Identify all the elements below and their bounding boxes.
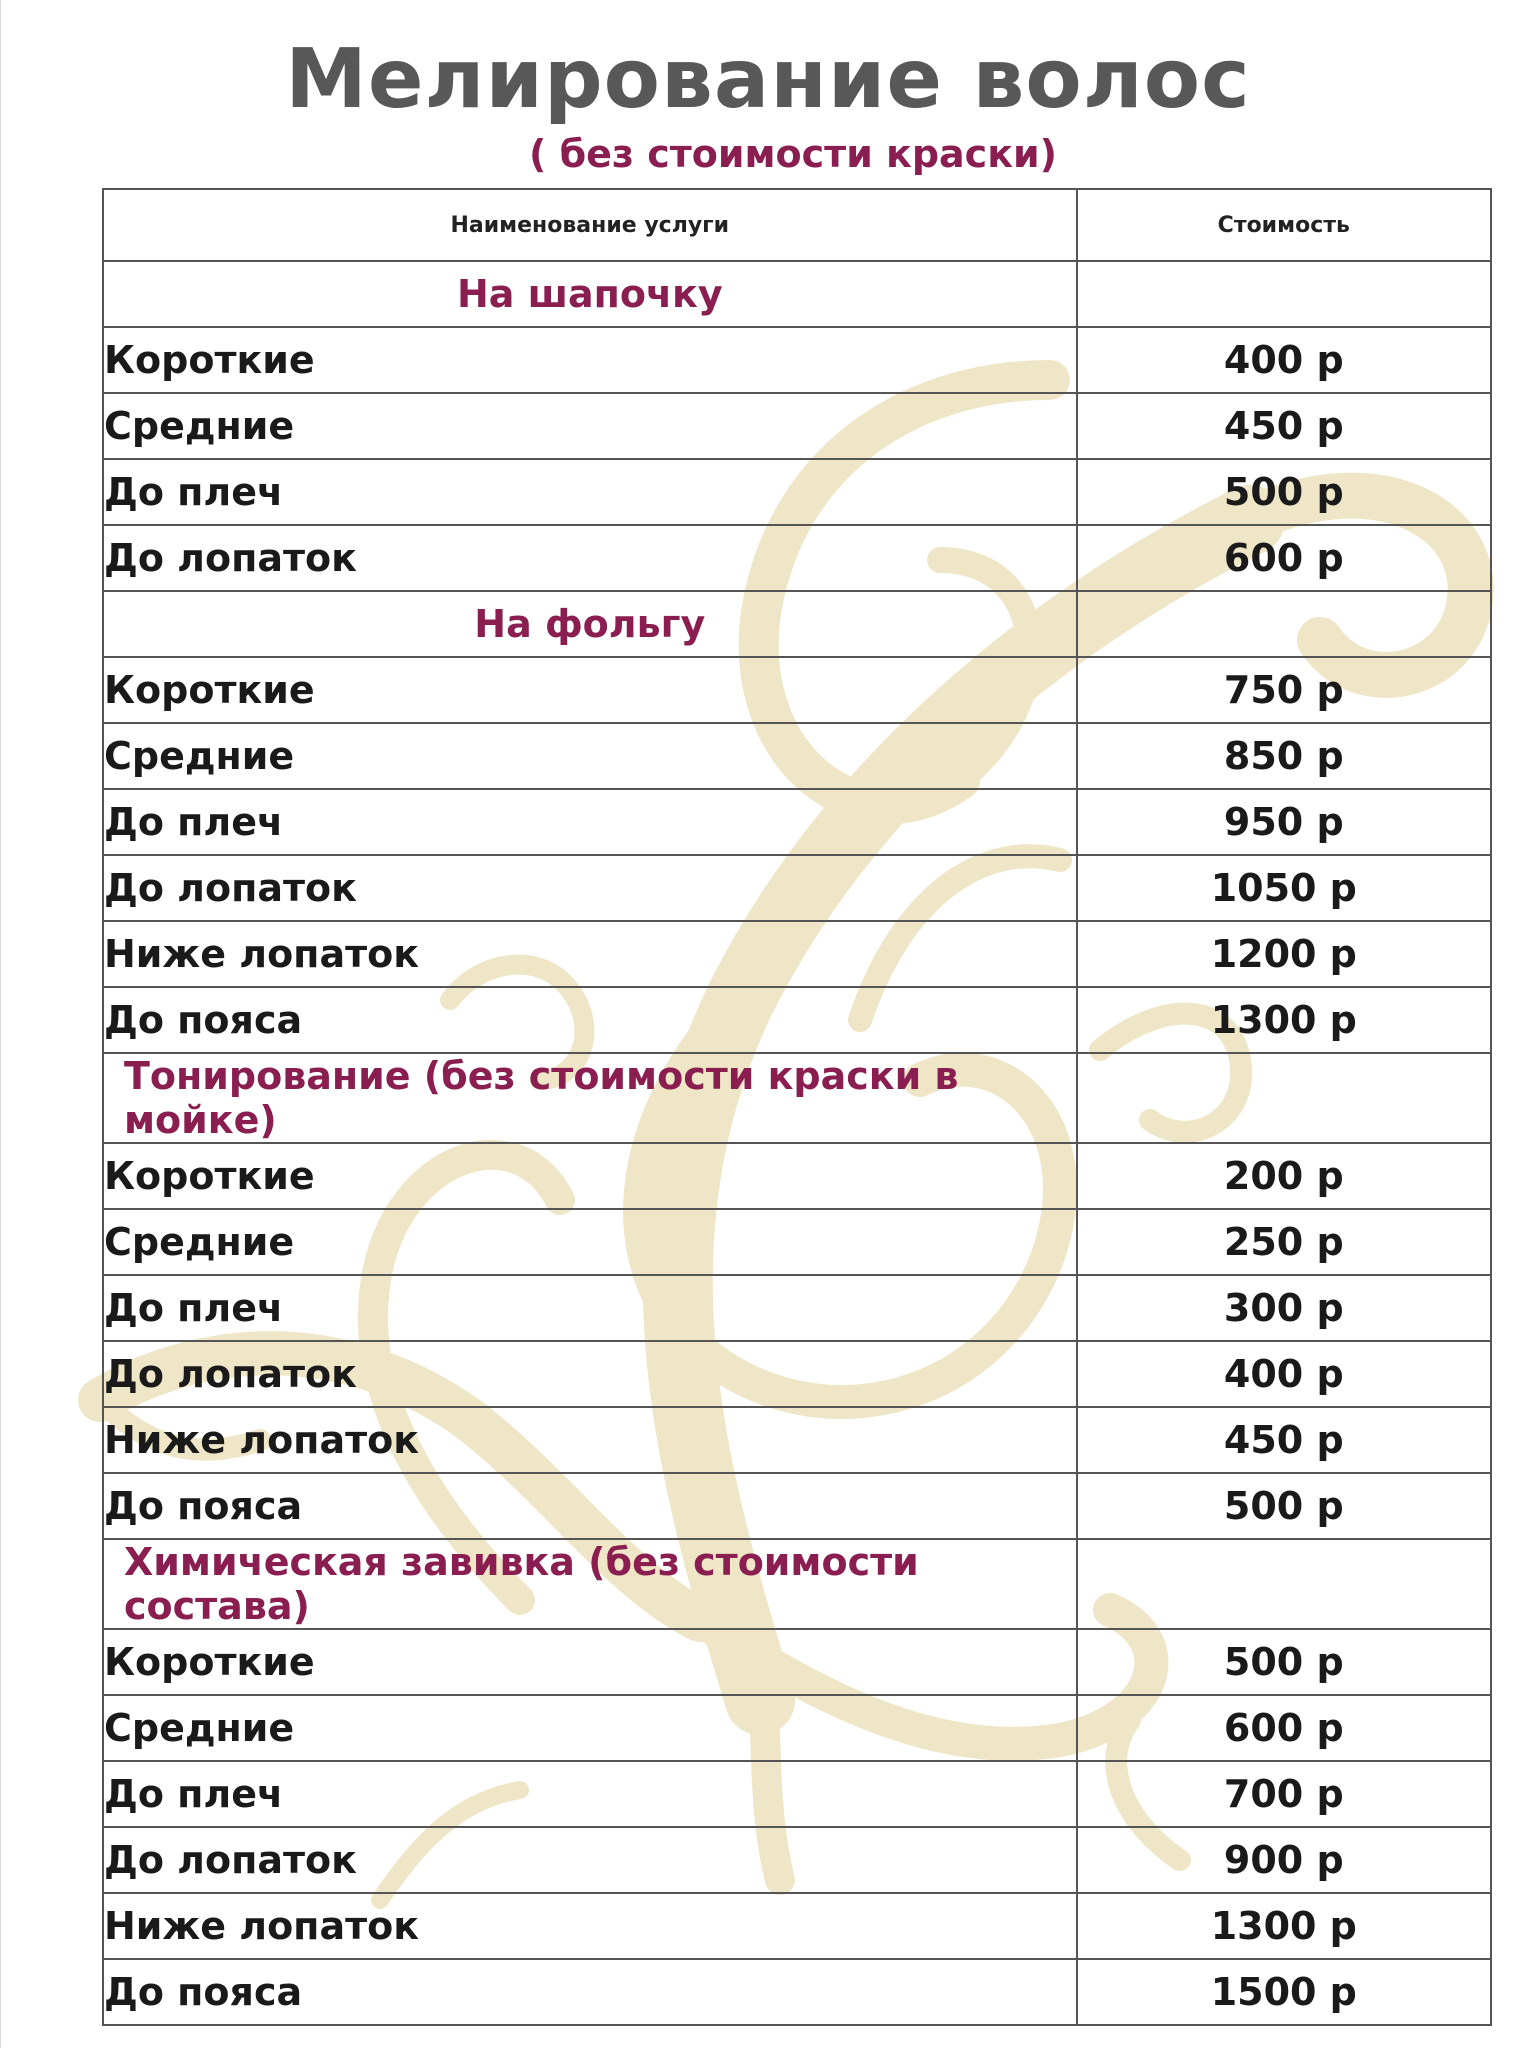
service-name: Средние [103,1695,1077,1761]
service-price: 200 р [1077,1143,1491,1209]
service-name: До лопаток [103,525,1077,591]
table-row [103,1341,1491,1407]
service-price: 450 р [1077,1407,1491,1473]
service-price: 1300 р [1077,987,1491,1053]
service-name: Короткие [103,657,1077,723]
table-header-row [103,189,1491,261]
service-price: 450 р [1077,393,1491,459]
table-row [103,1761,1491,1827]
section-title: Химическая завивка (без стоимости состава) [103,1539,1077,1629]
table-row [103,393,1491,459]
header-service-name: Наименование услуги [103,189,1077,261]
page-title: Мелирование волос [285,32,1251,127]
service-name: До пояса [103,1959,1077,2025]
service-price: 1300 р [1077,1893,1491,1959]
service-name: Средние [103,1209,1077,1275]
table-row [103,1959,1491,2025]
service-price: 850 р [1077,723,1491,789]
table-row [103,1893,1491,1959]
section-price-empty [1077,1053,1491,1143]
service-price: 1200 р [1077,921,1491,987]
service-price: 600 р [1077,525,1491,591]
table-row [103,657,1491,723]
table-row [103,1695,1491,1761]
service-price: 250 р [1077,1209,1491,1275]
service-name: Средние [103,393,1077,459]
service-price: 1050 р [1077,855,1491,921]
price-table [102,188,1492,2026]
service-price: 950 р [1077,789,1491,855]
table-row [103,1629,1491,1695]
service-name: До пояса [103,987,1077,1053]
service-name: Ниже лопаток [103,921,1077,987]
service-name: До лопаток [103,1341,1077,1407]
service-price: 400 р [1077,327,1491,393]
section-header-row [103,1539,1491,1629]
section-price-empty [1077,591,1491,657]
service-name: До плеч [103,1275,1077,1341]
section-title: Тонирование (без стоимости краски в мойке) [103,1053,1077,1143]
table-row [103,921,1491,987]
service-name: До лопаток [103,1827,1077,1893]
service-price: 600 р [1077,1695,1491,1761]
service-price: 500 р [1077,459,1491,525]
service-price: 500 р [1077,1629,1491,1695]
service-name: До плеч [103,459,1077,525]
section-header-row [103,1053,1491,1143]
page-subtitle: ( без стоимости краски) [528,132,1057,176]
header-price: Стоимость [1077,189,1491,261]
section-price-empty [1077,261,1491,327]
table-row [103,525,1491,591]
table-row [103,327,1491,393]
service-name: Короткие [103,327,1077,393]
service-name: Короткие [103,1629,1077,1695]
table-row [103,1827,1491,1893]
service-name: До пояса [103,1473,1077,1539]
service-price: 300 р [1077,1275,1491,1341]
section-price-empty [1077,1539,1491,1629]
service-name: Ниже лопаток [103,1407,1077,1473]
service-price: 750 р [1077,657,1491,723]
service-price: 700 р [1077,1761,1491,1827]
table-row [103,987,1491,1053]
service-price: 1500 р [1077,1959,1491,2025]
table-row [103,1407,1491,1473]
service-price: 400 р [1077,1341,1491,1407]
table-row [103,723,1491,789]
table-row [103,1209,1491,1275]
price-table-body [103,261,1491,2025]
service-price: 500 р [1077,1473,1491,1539]
table-row [103,855,1491,921]
service-name: Короткие [103,1143,1077,1209]
table-row [103,789,1491,855]
section-title: На фольгу [103,591,1077,657]
service-name: Средние [103,723,1077,789]
section-title: На шапочку [103,261,1077,327]
service-name: Ниже лопаток [103,1893,1077,1959]
table-row [103,459,1491,525]
section-header-row [103,591,1491,657]
service-name: До плеч [103,1761,1077,1827]
service-price: 900 р [1077,1827,1491,1893]
service-name: До плеч [103,789,1077,855]
table-row [103,1275,1491,1341]
table-row [103,1143,1491,1209]
service-name: До лопаток [103,855,1077,921]
table-row [103,1473,1491,1539]
section-header-row [103,261,1491,327]
